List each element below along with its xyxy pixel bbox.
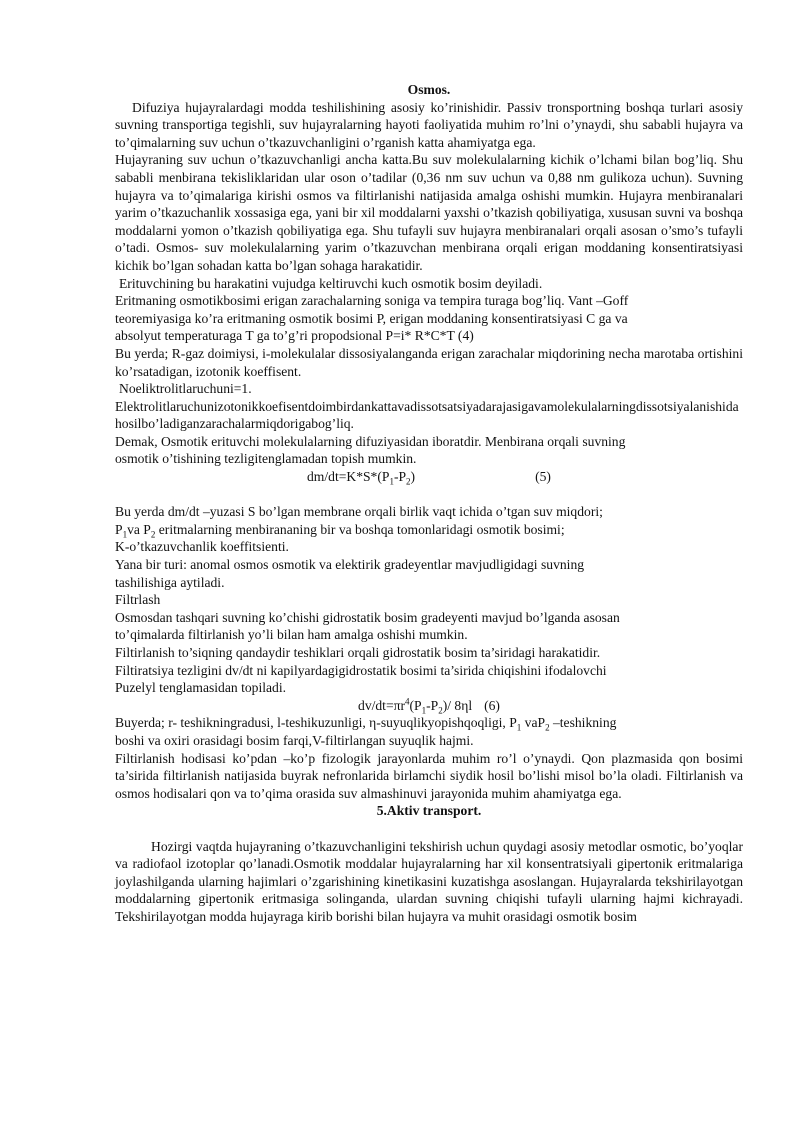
subscript: 2 xyxy=(150,529,156,540)
text-span: vaP xyxy=(521,715,546,731)
paragraph-filtration-physiology: Filtirlanish hodisasi ko’pdan –ko’p fizologik jarayonlarda muhim ro’l o’ynaydi. Qon plazmasida qon bosimi ta’sirida filtirlanish natijasida buyrak nefronlarida birlamchi siydik hosil bo’lishi misol bo’la oladi. Filtirlanish va osmos hodisalari qon va to’qima orasida suv almashinuvi jarayonida muhim ahamiyatga ega. xyxy=(115,750,743,801)
paragraph-gas-constant: Bu yerda; R-gaz doimiysi, i-molekulalar dissosiyalanganda erigan zarachalar miqdorining necha marotaba ortishini ko’rsatadigan, izotonik koeffisent. xyxy=(115,345,743,379)
text-line: teoremiyasiga ko’ra eritmaning osmotik bosimi P, erigan moddaning konsentiratsiyasi C ga va xyxy=(115,310,628,326)
text-line: Eritmaning osmotikbosimi erigan zarachalarning soniga va tempira turaga bog’liq. Vant –Goff xyxy=(115,293,629,309)
paragraph-water-permeability: Hujayraning suv uchun o’tkazuvchanligi ancha katta.Bu suv molekulalarning kichik o’lchami bilan bog’liq. Shu sababli menbirana tekisliklaridan ular oson o’tadilar (0,36 nm suv uchun va 0,88 nm gulikoza uchun). Suvning hujayra va to’qimalariga kirishi osmos va filtirlanishi natijasida amalga oshishi mumkin. Hujayra menbiranalari yarim o’tkazuchanlik xossasiga ega, yani bir xil moddalarni yaxshi o’tkazish qobiliyatiga, xususan suvni va boshqa moddalarni yomon o’tkazish qobiliyatiga ega. Shu tufayli suv hujayra menbiranalari orqali asosan o’smo’s tufayli o’tadi. Osmos- suv molekulalarning yarim o’tkazuvchan menbirana orqali erigan moddaning konsentiratsiyasi kichik bo’lgan sohadan katta bo’lgan sohaga harakatidir. xyxy=(115,152,743,273)
paragraph-permeability-methods: Hozirgi vaqtda hujayraning o’tkazuvchanligini tekshirish uchun quydagi asosiy metodlar osmotic, bo’yoqlar va radiofaol izotoplar qo’lanadi.Osmotik moddalar hujayralarning har xil konsentratsiyali gipertonik eritmalariga joylashilganda ularning hajimlari o’zgarishining kinetikasini kuzatishga asoslangan. Hujayralarda tekshirilayotgan moddalarning gipertonik eritmasiga solinganda, ulardan suvning chiqishi tufayli ularning hajmi kichrayadi. Tekshirilayotgan modda hujayraga kirib borishi bilan hujayra va muhit orasidagi osmotik bosim xyxy=(115,838,743,924)
formula-5-sub2: 2 xyxy=(406,476,411,487)
formula-5 xyxy=(115,468,743,486)
formula-5-number: (5) xyxy=(535,469,551,485)
formula-6-sup: 4 xyxy=(405,696,410,707)
text-line: Bu yerda dm/dt –yuzasi S bo’lgan membrane orqali birlik vaqt ichida o’tgan suv miqdori; xyxy=(115,504,603,520)
subscript: 1 xyxy=(516,723,522,734)
formula-6-rhs: )/ 8ηl xyxy=(442,697,473,713)
text-span: va P xyxy=(127,521,151,537)
symbol-p: P xyxy=(115,521,123,537)
paragraph-diffusion: Difuziya hujayralardagi modda teshilishining asosiy ko’rinishidir. Passiv tronsportning boshqa turlari asosiy suvning transportiga tegishli, suv hujayralarning hayoti faoliyatida muhim ro’lni o’ynaydi, shu sababli hujayra va to’qimalarning suv uchun o’tkazuvchanligini o’rganish katta ahamiyatga ega. xyxy=(115,99,743,150)
formula-6-mid2: -P xyxy=(426,697,439,713)
text-line: Puzelyl tenglamasidan topiladi. xyxy=(115,680,287,696)
paragraph-non-electrolytes: Noeliktrolitlaruchuni=1. xyxy=(119,381,252,397)
formula-5-sub1: 1 xyxy=(389,476,394,487)
text-line: osmotik o’tishining tezligitenglamadan topish mumkin. xyxy=(115,451,417,467)
text-span: eritmalarning menbirananing bir va boshqa tomonlaridagi osmotik bosimi; xyxy=(155,521,565,537)
formula-6-number: (6) xyxy=(484,697,500,713)
formula-6-mid: (P xyxy=(409,697,422,713)
subscript: 2 xyxy=(545,723,550,734)
paragraph-osmotic-pressure-definition: Erituvchining bu harakatini vujudga keltiruvchi kuch osmotik bosim deyiladi. xyxy=(119,275,543,291)
formula-6 xyxy=(115,697,743,715)
subscript: 1 xyxy=(122,529,128,540)
paragraph-anomalous-osmosis xyxy=(115,556,743,591)
formula-5-lhs: dm/dt=K*S*(P xyxy=(307,469,390,485)
formula-6-sub1: 1 xyxy=(421,705,427,716)
paragraph-osmotic-solvent xyxy=(115,433,743,468)
text-line: K-o’tkazuvchanlik koeffitsienti. xyxy=(115,539,289,555)
text-span: –teshikning xyxy=(549,715,617,731)
text-line: boshi va oxiri orasidagi bosim farqi,V-filtirlangan suyuqlik hajmi. xyxy=(115,732,474,748)
text-line: to’qimalarda filtirlanish yo’li bilan ham amalga oshishi mumkin. xyxy=(115,627,468,643)
heading-active-transport: 5.Aktiv transport. xyxy=(376,803,482,819)
paragraph-filtration-definition: Filtirlanish to’siqning qandaydir teshiklari orqali gidrostatik bosim ta’siridagi harakatidir. xyxy=(115,645,601,660)
text-column xyxy=(115,81,743,926)
formula-6-lhs: dv/dt=πr xyxy=(358,697,406,713)
paragraph-vant-goff xyxy=(115,292,743,345)
text-line: tashilishiga aytiladi. xyxy=(115,574,225,590)
text-line: Demak, Osmotik erituvchi molekulalarning difuziyasidan iboratdir. Menbirana orqali suvning xyxy=(115,433,626,449)
paragraph-filtration-rate xyxy=(115,662,743,697)
paragraph-formula-6-explanation xyxy=(115,714,743,749)
text-span: Buyerda; r- teshikningradusi, l-teshikuzunligi, η-suyuqlikyopishqoqligi, P xyxy=(115,715,517,731)
text-line: absolyut temperaturaga T ga to’g’ri propodsional P=i* R*C*T (4) xyxy=(115,328,474,344)
formula-5-rhs: ) xyxy=(410,469,416,485)
paragraph-filtration-intro xyxy=(115,609,743,644)
text-line: Yana bir turi: anomal osmos osmotik va elektirik gradeyentlar mavjudligidagi suvning xyxy=(115,557,585,573)
heading-osmos: Osmos. xyxy=(407,82,451,97)
subheading-filtration: Filtrlash xyxy=(115,592,161,608)
formula-6-sub2: 2 xyxy=(438,705,443,716)
paragraph-electrolytes: Elektrolitlaruchunizotonikkoefisentdoimbirdankattavadissotsatsiyadarajasigavamolekulalarningdissotsiyalanishidahosilbo’ladiganzarachalarmiqdorigabog’liq. xyxy=(115,398,739,432)
text-line: Filtiratsiya tezligini dv/dt ni kapilyardagigidrostatik bosimi ta’sirida chiqishini ifodalovchi xyxy=(115,662,607,678)
formula-5-mid: -P xyxy=(393,469,407,485)
text-line: Osmosdan tashqari suvning ko’chishi gidrostatik bosim gradeyenti mavjud bo’lganda asosan xyxy=(115,609,620,625)
text-line xyxy=(115,714,743,732)
text-line xyxy=(115,521,743,539)
paragraph-formula-5-explanation xyxy=(115,503,743,556)
